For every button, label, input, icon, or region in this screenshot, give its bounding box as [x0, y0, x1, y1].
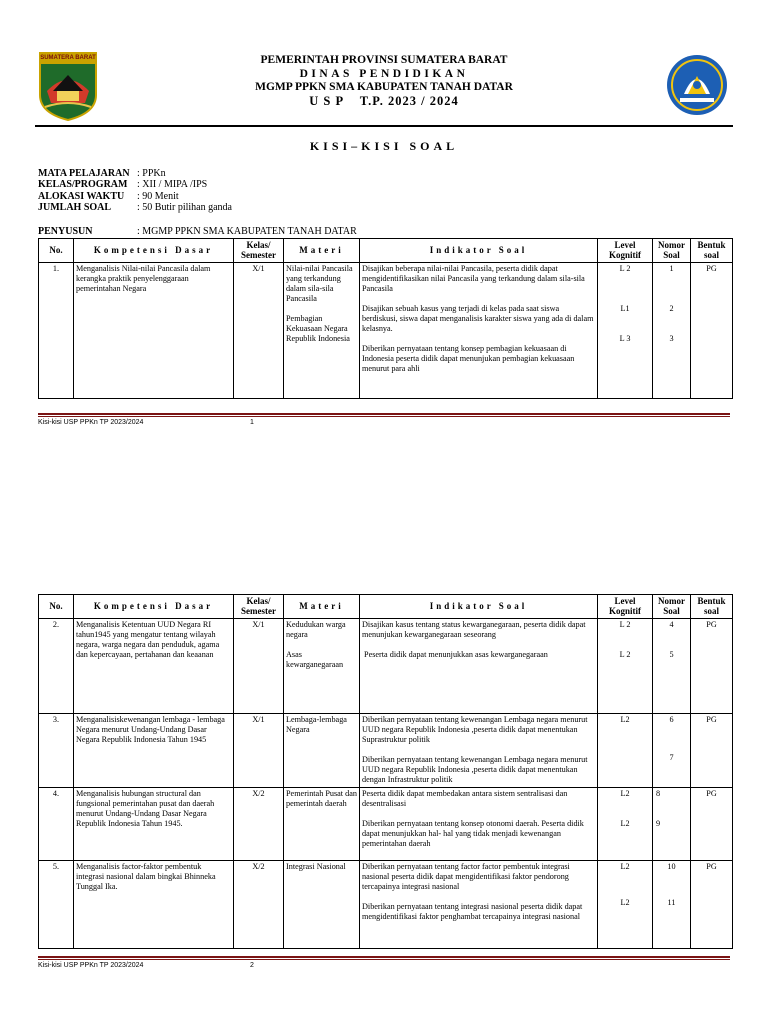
table-row [39, 619, 733, 714]
level-item: L2 [620, 715, 630, 724]
meta-key: PENYUSUN [38, 226, 93, 237]
row-indikator [360, 263, 598, 399]
nomor-item: 8 [656, 789, 661, 798]
indikator-item: Diberikan pernyataan tentang factor factor pembentuk integrasi nasional peserta didik dapat mengidentifikasi faktor pendorong tercapainya integrasi nasional [362, 862, 570, 891]
meta-value: : PPKn [137, 168, 166, 179]
row-bentuk: PG [691, 788, 733, 861]
row-nomor [653, 619, 691, 714]
row-kd: Menganalisiskewenangan lembaga - lembaga Negara menurut Undang-Undang Dasar Negara Republik Indonesia Tahun 1945 [74, 714, 234, 788]
meta-key: MATA PELAJARAN [38, 168, 130, 179]
col-materi: Materi [284, 595, 360, 619]
nomor-item: 2 [669, 304, 674, 313]
col-no: No. [39, 239, 74, 263]
row-kelas: X/1 [234, 619, 284, 714]
level-item: L2 [620, 862, 630, 871]
meta-value: : 90 Menit [137, 191, 179, 202]
nomor-item: 10 [667, 862, 676, 871]
meta-row [38, 202, 232, 214]
nomor-item: 4 [669, 620, 674, 629]
indikator-item: Peserta didik dapat membedakan antara sistem sentralisasi dan desentralisasi [362, 789, 568, 808]
row-kd: Menganalisis hubungan structural dan fungsional pemerintahan pusat dan daerah menurut Undang-Undang Dasar Negara Republik Indonesia Tahun 1945. [74, 788, 234, 861]
row-nomor [653, 714, 691, 788]
col-nomor-soal: Nomor Soal [653, 595, 691, 619]
row-kd: Menganalisis Ketentuan UUD Negara RI tahun1945 yang mengatur tentang wilayah negara, warga negara dan penduduk, agama dan kepercayaan, pertahanan dan keaanan [74, 619, 234, 714]
row-no: 5. [39, 861, 74, 949]
row-kd: Menganalisis factor-faktor pembentuk integrasi nasional dalam bingkai Bhinneka Tunggal Ika. [74, 861, 234, 949]
header-line-mgmp: MGMP PPKN SMA KABUPATEN TANAH DATAR [255, 81, 513, 93]
meta-key: ALOKASI WAKTU [38, 191, 125, 202]
meta-value: : 50 Butir pilihan ganda [137, 202, 232, 213]
row-kelas: X/1 [234, 263, 284, 399]
materi-item: Pemerintah Pusat dan pemerintah daerah [286, 789, 357, 808]
col-bentuk-soal: Bentuk soal [691, 239, 733, 263]
meta-key: JUMLAH SOAL [38, 202, 112, 213]
row-nomor [653, 788, 691, 861]
materi-item: Asas kewarganegaraan [286, 650, 344, 669]
col-level-kognitif: Level Kognitif [598, 239, 653, 263]
footer-rule [38, 959, 730, 960]
col-indikator-soal: Indikator Soal [360, 595, 598, 619]
row-indikator [360, 788, 598, 861]
meta-row [38, 179, 207, 191]
col-level-kognitif: Level Kognitif [598, 595, 653, 619]
row-level [598, 714, 653, 788]
footer-page-number: 1 [250, 419, 254, 426]
level-item: L2 [620, 819, 630, 828]
table-row [39, 714, 733, 788]
row-no: 4. [39, 788, 74, 861]
header-line-usp: U S P T.P. 2023 / 2024 [309, 94, 459, 108]
col-kelas-semester: Kelas/ Semester [234, 239, 284, 263]
nomor-item: 6 [669, 715, 674, 724]
row-bentuk: PG [691, 619, 733, 714]
table-row [39, 861, 733, 949]
materi-item: Lembaga-lembaga Negara [286, 715, 347, 734]
penyusun-row [38, 226, 357, 238]
row-nomor [653, 263, 691, 399]
materi-item: Integrasi Nasional [286, 862, 346, 871]
indikator-item: Diberikan pernyataan tentang kewenangan Lembaga negara menurut UUD negara Republik Indonesia ,peserta didik dapat menentukan dengan Infrastruktur politik [362, 755, 588, 784]
indikator-item: Diberikan pernyataan tentang konsep otonomi daerah. Peserta didik dapat menunjukkan hal- hal yang tidak menjadi kewenangan pemerintahan daerah [362, 819, 584, 848]
footer-page-number: 2 [250, 962, 254, 969]
kisi-table-page2 [38, 594, 733, 949]
meta-row [38, 191, 179, 203]
col-kelas-semester: Kelas/ Semester [234, 595, 284, 619]
level-item: L 2 [619, 650, 631, 659]
row-materi [284, 263, 360, 399]
row-bentuk: PG [691, 861, 733, 949]
level-item: L 2 [619, 620, 631, 629]
row-kelas: X/2 [234, 861, 284, 949]
row-level [598, 619, 653, 714]
row-no: 2. [39, 619, 74, 714]
indikator-item: Peserta didik dapat menunjukkan asas kewarganegaraan [362, 650, 548, 659]
level-item: L 2 [619, 264, 631, 273]
table-row [39, 263, 733, 399]
materi-item: Nilai-nilai Pancasila yang terkandung dalam sila-sila Pancasila [286, 264, 353, 303]
level-item: L2 [620, 898, 630, 907]
level-item: L 3 [619, 334, 631, 343]
nomor-item: 7 [669, 753, 674, 762]
nomor-item: 1 [669, 264, 674, 273]
col-kompetensi-dasar: Kompetensi Dasar [74, 595, 234, 619]
col-materi: Materi [284, 239, 360, 263]
materi-item: Kedudukan warga negara [286, 620, 346, 639]
row-indikator [360, 861, 598, 949]
col-nomor-soal: Nomor Soal [653, 239, 691, 263]
kisi-table-page1 [38, 238, 733, 399]
indikator-item: Disajikan sebuah kasus yang terjadi di kelas pada saat siswa berdiskusi, siswa dapat menganalisis karakter siswa yang ada di dalam kelasnya. [362, 304, 594, 333]
col-indikator-soal: Indikator Soal [360, 239, 598, 263]
level-item: L1 [620, 304, 630, 313]
row-materi [284, 788, 360, 861]
header-line-dinas: DINAS PENDIDIKAN [299, 68, 469, 80]
col-bentuk-soal: Bentuk soal [691, 595, 733, 619]
row-level [598, 861, 653, 949]
table-row [39, 788, 733, 861]
footer-rule [38, 416, 730, 417]
meta-value: : MGMP PPKN SMA KABUPATEN TANAH DATAR [137, 226, 357, 237]
nomor-item: 3 [669, 334, 674, 343]
row-indikator [360, 714, 598, 788]
col-no: No. [39, 595, 74, 619]
indikator-item: Disajikan kasus tentang status kewarganegaraan, peserta didik dapat menunjukan kewarganegaraan seseorang [362, 620, 586, 639]
row-no: 3. [39, 714, 74, 788]
meta-row [38, 168, 166, 180]
meta-value: : XII / MIPA /IPS [137, 179, 208, 190]
nomor-item: 9 [656, 819, 661, 828]
header-divider [35, 125, 733, 127]
footer-rule [38, 956, 730, 958]
row-nomor [653, 861, 691, 949]
indikator-item: Diberikan pernyataan tentang konsep pembagian kekuasaan di Indonesia peserta didik dapat menunjukan pembagian kekuasaan menurut para ahli [362, 344, 575, 373]
footer-text: Kisi-kisi USP PPKn TP 2023/2024 [38, 962, 144, 969]
indikator-item: Disajikan beberapa nilai-nilai Pancasila, peserta didik dapat mengidentifikasikan nilai Pancasila yang terkandung dalam sila-sila Pancasila [362, 264, 585, 293]
row-bentuk: PG [691, 263, 733, 399]
nomor-item: 5 [669, 650, 674, 659]
footer-rule [38, 413, 730, 415]
row-level [598, 788, 653, 861]
document-title: KISI–KISI SOAL [309, 139, 459, 153]
row-no: 1. [39, 263, 74, 399]
meta-key: KELAS/PROGRAM [38, 179, 128, 190]
indikator-item: Diberikan pernyataan tentang kewenangan Lembaga negara menurut UUD negara Republik Indonesia ,peserta didik dapat menentukan Suprastruktur politik [362, 715, 588, 744]
row-materi [284, 861, 360, 949]
materi-item: Pembagian Kekuasaan Negara Republik Indonesia [286, 314, 350, 343]
logo-text: SUMATERA BARAT [40, 55, 96, 61]
row-indikator [360, 619, 598, 714]
row-materi [284, 714, 360, 788]
row-level [598, 263, 653, 399]
row-kelas: X/2 [234, 788, 284, 861]
footer-text: Kisi-kisi USP PPKn TP 2023/2024 [38, 419, 144, 426]
col-kompetensi-dasar: Kompetensi Dasar [74, 239, 234, 263]
row-materi [284, 619, 360, 714]
row-kd: Menganalisis Nilai-nilai Pancasila dalam kerangka praktik penyelenggaraan pemerintahan Negara [74, 263, 234, 399]
row-bentuk: PG [691, 714, 733, 788]
indikator-item: Diberikan pernyataan tentang integrasi nasional peserta didik dapat mengidentifikasi faktor penghambat tercapainya integrasi nasional [362, 902, 583, 921]
level-item: L2 [620, 789, 630, 798]
header-line-province: PEMERINTAH PROVINSI SUMATERA BARAT [260, 54, 508, 66]
row-kelas: X/1 [234, 714, 284, 788]
nomor-item: 11 [667, 898, 676, 907]
